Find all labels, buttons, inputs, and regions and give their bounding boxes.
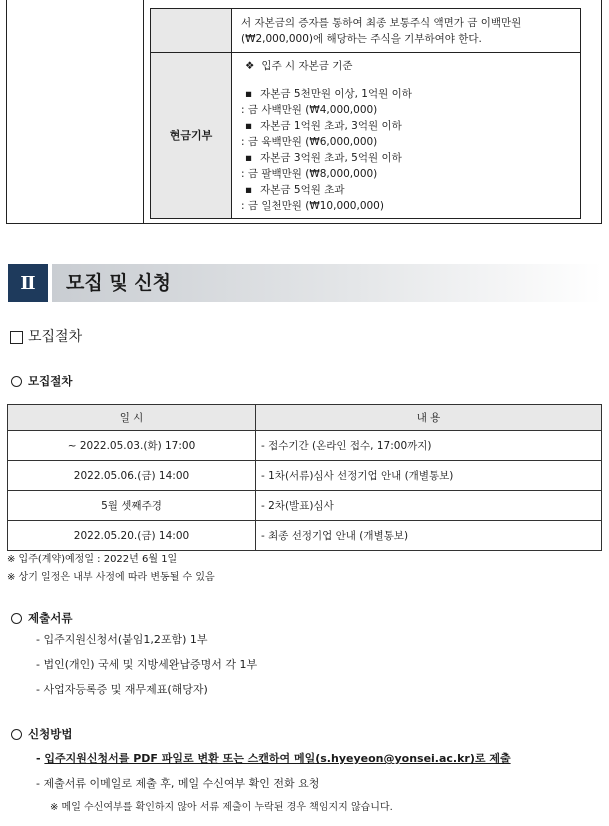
list-item: - 사업자등록증 및 재무제표(해당자) xyxy=(36,683,208,696)
schedule-date: 5월 셋째주경 xyxy=(8,491,256,521)
procedure-subheading: 모집절차 xyxy=(11,373,72,389)
schedule-content: - 접수기간 (온라인 접수, 17:00까지) xyxy=(256,431,602,461)
list-item: - 입주지원신청서를 PDF 파일로 변환 또는 스캔하여 메일(s.hyeyeon@yonsei.ac.kr)로 제출 xyxy=(36,752,511,765)
square-outline-icon xyxy=(10,331,23,344)
criteria-title: ❖ 입주 시 자본금 기준 xyxy=(245,60,353,72)
schedule-header-content: 내 용 xyxy=(256,405,602,431)
table-row xyxy=(8,431,602,461)
tier-amount: : 금 일천만원 (₩10,000,000) xyxy=(241,200,384,212)
application-heading: 신청방법 xyxy=(11,726,72,742)
funding-inner-column-divider xyxy=(231,9,232,218)
circle-bullet-icon xyxy=(11,613,22,624)
schedule-content: - 2차(발표)심사 xyxy=(256,491,602,521)
tier-amount: : 금 육백만원 (₩6,000,000) xyxy=(241,136,378,148)
tier-range: ▪ 자본금 3억원 초과, 5억원 이하 xyxy=(245,152,402,164)
circle-bullet-icon xyxy=(11,729,22,740)
documents-heading: 제출서류 xyxy=(11,610,72,626)
tier-amount: : 금 사백만원 (₩4,000,000) xyxy=(241,104,378,116)
section-title: 모집 및 신청 xyxy=(66,272,171,294)
tier-range: ▪ 자본금 5억원 초과 xyxy=(245,184,345,196)
schedule-date: ~ 2022.05.03.(화) 17:00 xyxy=(8,431,256,461)
table-row xyxy=(8,491,602,521)
schedule-date: 2022.05.20.(금) 14:00 xyxy=(8,521,256,551)
schedule-header-date: 일 시 xyxy=(8,405,256,431)
list-item: - 제출서류 이메일로 제출 후, 메일 수신여부 확인 전화 요청 xyxy=(36,777,320,790)
table-row xyxy=(8,461,602,491)
schedule-table xyxy=(7,404,602,551)
funding-row1-line2: (₩2,000,000)에 해당하는 주식을 기부하여야 한다. xyxy=(241,33,482,45)
tier-amount: : 금 팔백만원 (₩8,000,000) xyxy=(241,168,378,180)
cash-donation-label: 현금기부 xyxy=(169,129,213,142)
list-item: - 입주지원신청서(붙임1,2포함) 1부 xyxy=(36,633,208,646)
funding-table-divider xyxy=(143,0,144,223)
schedule-note: ※ 상기 일정은 내부 사정에 따라 변동될 수 있음 xyxy=(7,572,215,583)
square-bullet-icon: ▪ xyxy=(245,184,253,196)
schedule-content: - 1차(서류)심사 선정기업 안내 (개별통보) xyxy=(256,461,602,491)
schedule-header-row xyxy=(8,405,602,431)
square-bullet-icon: ▪ xyxy=(245,120,253,132)
tier-range: ▪ 자본금 5천만원 이상, 1억원 이하 xyxy=(245,88,412,100)
list-item: - 법인(개인) 국세 및 지방세완납증명서 각 1부 xyxy=(36,658,258,671)
recruit-heading: 모집절차 xyxy=(10,327,82,347)
schedule-date: 2022.05.06.(금) 14:00 xyxy=(8,461,256,491)
submission-instruction: 입주지원신청서를 PDF 파일로 변환 또는 스캔하여 메일(s.hyeyeon@yonsei.ac.kr)로 제출 xyxy=(44,752,511,765)
schedule-content: - 최종 선정기업 안내 (개별통보) xyxy=(256,521,602,551)
schedule-note: ※ 입주(계약)예정일 : 2022년 6월 1일 xyxy=(7,554,178,565)
funding-row1-line1: 서 자본금의 증자를 통하여 최종 보통주식 액면가 금 이백만원 xyxy=(241,17,522,29)
square-bullet-icon: ▪ xyxy=(245,88,253,100)
circle-bullet-icon xyxy=(11,376,22,387)
tier-range: ▪ 자본금 1억원 초과, 3억원 이하 xyxy=(245,120,402,132)
square-bullet-icon: ▪ xyxy=(245,152,253,164)
diamond-bullet-icon: ❖ xyxy=(245,60,255,72)
table-row xyxy=(8,521,602,551)
application-note: ※ 메일 수신여부를 확인하지 않아 서류 제출이 누락된 경우 책임지지 않습니다. xyxy=(50,802,393,813)
section-number-badge: Ⅱ xyxy=(8,264,48,302)
